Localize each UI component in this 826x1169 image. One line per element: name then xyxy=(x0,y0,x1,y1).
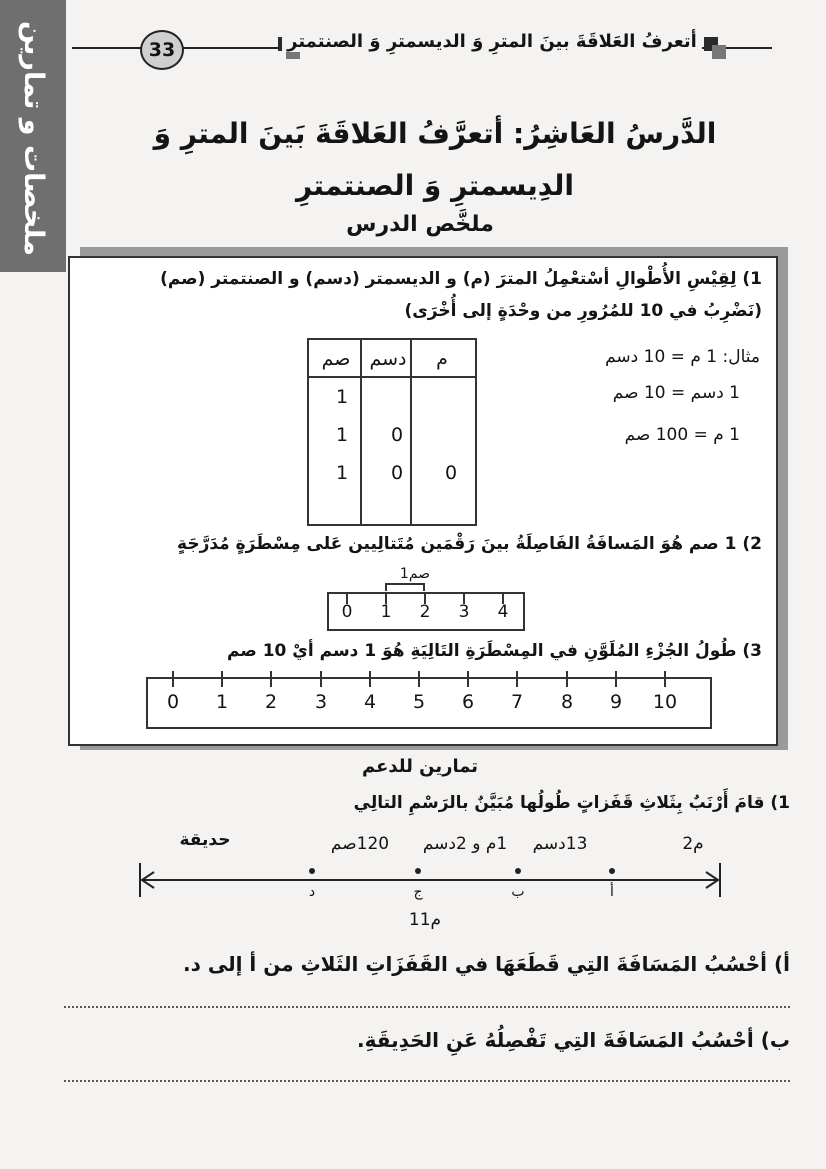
table-cell: 1 xyxy=(335,462,349,484)
jump-diagram xyxy=(130,855,730,905)
ruler-number: 5 xyxy=(412,691,426,713)
answer-line[interactable] xyxy=(64,1080,790,1082)
example-label: مثال: xyxy=(722,347,760,367)
ruler-tick xyxy=(516,671,518,687)
point-j-dot xyxy=(415,868,421,874)
table-cell: 0 xyxy=(390,462,404,484)
ruler-number: 2 xyxy=(264,691,278,713)
example-line-2: 1 دسم = 10 صم xyxy=(612,383,740,403)
small-ruler-bracket xyxy=(385,583,425,585)
lesson-title: الدَّرسُ العَاشِرُ: أتعرَّفُ العَلاقَةَ بَينَ المترِ وَ الدِيسمترِ وَ الصنتمترِ xyxy=(153,117,717,202)
table-cell: 1 xyxy=(335,424,349,446)
header-square-icon xyxy=(712,45,726,59)
small-ruler xyxy=(327,592,525,631)
ruler-tick xyxy=(418,671,420,687)
summary-point-1: 1) لِقِيْسِ الأُطْوالِ أسْتعْمِلُ المترَ (م) و الديسمتر (دسم) و الصنتمتر (صم) xyxy=(160,269,762,289)
table-cell: 1 xyxy=(335,386,349,408)
point-label: ج xyxy=(413,884,423,900)
table-header-dm: دسم xyxy=(369,348,407,370)
ruler-number: 1 xyxy=(215,691,229,713)
point-label: ب xyxy=(511,884,525,900)
example-line-3: 1 م = 100 صم xyxy=(624,425,740,445)
question-a: أ) أحْسُبُ المَسَافَةَ التِي قَطَعَهَا في القَفَزَاتِ الثَلاثِ من أ إلى د. xyxy=(183,952,790,976)
exercises-heading: تمارين للدعم xyxy=(361,756,479,777)
exercise-1: 1) قامَ أَرْنَبٌ بِثَلاثِ قَفَزاتٍ طُولُها مُبَيَّنٌ بالرَسْمِ التالِي xyxy=(353,793,790,813)
point-a-dot xyxy=(609,868,615,874)
ruler-tick xyxy=(172,671,174,687)
example-line-1 xyxy=(520,346,760,368)
segment-label: 13دسم xyxy=(532,834,588,854)
ruler-number: 4 xyxy=(497,602,509,622)
table-cell: 0 xyxy=(390,424,404,446)
question-b: ب) أحْسُبُ المَسَافَةَ التِي تَفْصِلُهُ عَنِ الحَدِيقَةِ. xyxy=(357,1028,790,1052)
point-d-dot xyxy=(309,868,315,874)
ruler-number: 7 xyxy=(510,691,524,713)
ruler-tick xyxy=(270,671,272,687)
table-divider xyxy=(309,376,475,378)
total-distance-label: 11م xyxy=(408,910,442,930)
example-equation: 1 م = 10 دسم xyxy=(605,347,718,367)
small-ruler-bracket xyxy=(385,583,387,591)
table-header-cm: صم xyxy=(321,348,351,370)
ruler-number: 0 xyxy=(341,602,353,622)
running-title: أتعرفُ العَلاقَةَ بينَ المترِ وَ الديسمترِ وَ الصنتمتر xyxy=(282,31,702,52)
ruler-number: 0 xyxy=(166,691,180,713)
ruler-number: 8 xyxy=(560,691,574,713)
table-header-m: م xyxy=(436,348,448,370)
ruler-number: 2 xyxy=(419,602,431,622)
ruler-tick xyxy=(615,671,617,687)
summary-heading: ملخَّص الدرس xyxy=(346,212,494,237)
segment-label: 120صم xyxy=(330,834,390,854)
garden-label: حديقة xyxy=(179,830,231,850)
ruler-tick xyxy=(221,671,223,687)
ruler-number: 4 xyxy=(363,691,377,713)
ruler-tick xyxy=(369,671,371,687)
summary-point-2: 2) 1 صم هُوَ المَسافَةُ الفَاصِلَةُ بينَ رَقْمَين مُتَتالِيين عَلى مِسْطَرَةٍ مُدَرَّجَةٍ xyxy=(177,534,762,554)
ruler-number: 3 xyxy=(314,691,328,713)
side-tab xyxy=(0,0,66,272)
side-tab-label: ملخصات و تمارين xyxy=(18,21,49,257)
ruler-number: 1 xyxy=(380,602,392,622)
page-number: 33 xyxy=(140,30,184,70)
answer-line[interactable] xyxy=(64,1006,790,1008)
point-label: أ xyxy=(610,884,614,900)
unit-table xyxy=(307,338,477,526)
point-label: د xyxy=(308,884,316,900)
big-ruler xyxy=(146,677,712,729)
ruler-number: 9 xyxy=(609,691,623,713)
ruler-number: 6 xyxy=(461,691,475,713)
ruler-tick xyxy=(664,671,666,687)
small-ruler-label: 1صم xyxy=(399,566,431,582)
segment-label: 2م xyxy=(682,834,704,854)
summary-point-1-note: (نَضْرِبُ في 10 للمُرُورِ من وحْدَةٍ إلى أُخْرَى) xyxy=(404,301,762,321)
ruler-tick xyxy=(320,671,322,687)
small-ruler-bracket xyxy=(423,583,425,591)
ruler-number: 3 xyxy=(458,602,470,622)
point-b-dot xyxy=(515,868,521,874)
ruler-tick xyxy=(566,671,568,687)
ruler-tick xyxy=(467,671,469,687)
segment-label: 1م و 2دسم xyxy=(422,834,508,854)
summary-point-3: 3) طُولُ الجُزْءِ المُلَوَّنِ في المِسْطَرَةِ التَالِيَةِ هُوَ 1 دسم أيْ 10 صم xyxy=(227,641,762,661)
table-cell: 0 xyxy=(444,462,458,484)
ruler-number: 10 xyxy=(652,691,678,713)
